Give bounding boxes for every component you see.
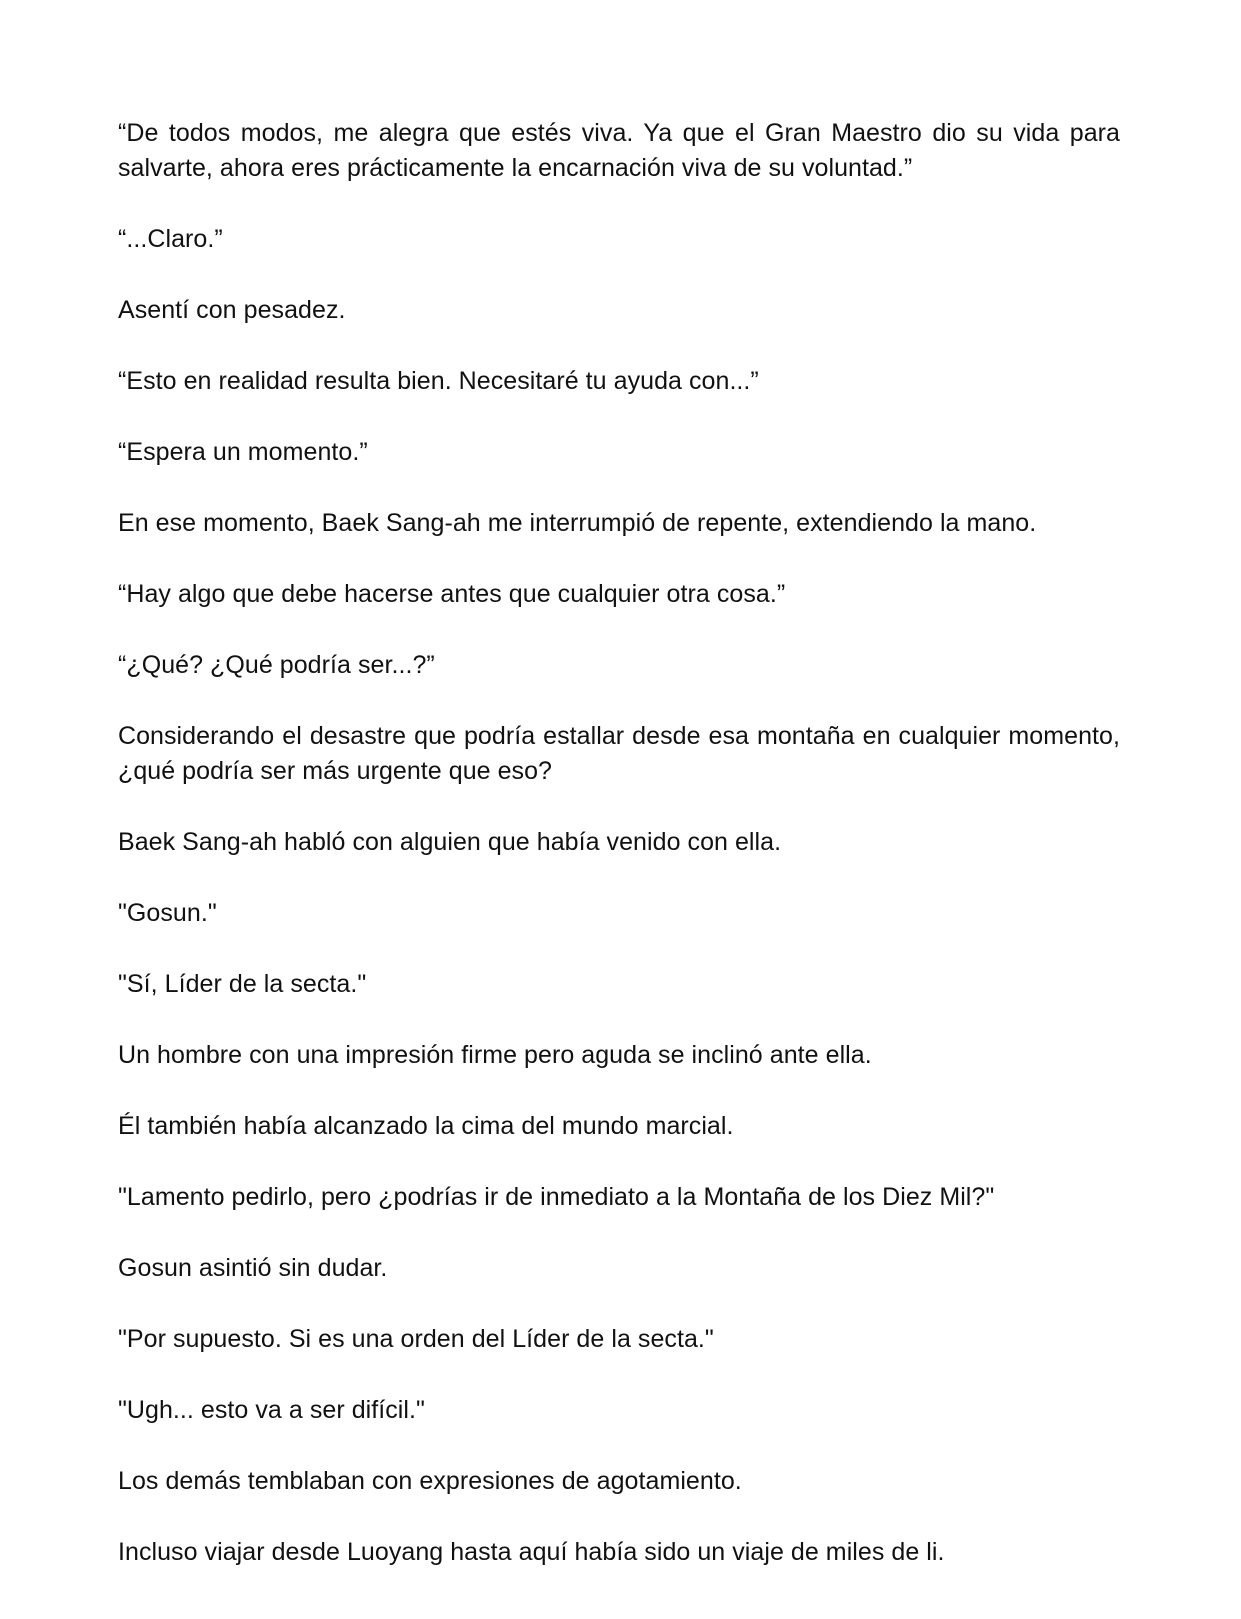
paragraph: Los demás temblaban con expresiones de agotamiento. bbox=[118, 1467, 742, 1495]
paragraph: Baek Sang-ah habló con alguien que había venido con ella. bbox=[118, 828, 782, 856]
paragraph: Gosun asintió sin dudar. bbox=[118, 1254, 388, 1282]
paragraph: Asentí con pesadez. bbox=[118, 296, 346, 324]
paragraph: "Lamento pedirlo, pero ¿podrías ir de inmediato a la Montaña de los Diez Mil?" bbox=[118, 1183, 995, 1211]
paragraph: Incluso viajar desde Luoyang hasta aquí había sido un viaje de miles de li. bbox=[118, 1538, 945, 1566]
document-body bbox=[118, 116, 1120, 1606]
paragraph: “De todos modos, me alegra que estés viva. Ya que el Gran Maestro dio su vida para salvarte, ahora eres prácticamente la encarnación viva de su voluntad.” bbox=[118, 119, 1120, 182]
paragraph: Un hombre con una impresión firme pero aguda se inclinó ante ella. bbox=[118, 1041, 872, 1069]
paragraph: "Gosun." bbox=[118, 899, 217, 927]
paragraph: En ese momento, Baek Sang-ah me interrumpió de repente, extendiendo la mano. bbox=[118, 509, 1037, 537]
paragraph: Considerando el desastre que podría estallar desde esa montaña en cualquier momento, ¿qué podría ser más urgente que eso? bbox=[118, 722, 1120, 785]
paragraph: "Por supuesto. Si es una orden del Líder de la secta." bbox=[118, 1325, 714, 1353]
paragraph: “Hay algo que debe hacerse antes que cualquier otra cosa.” bbox=[118, 580, 786, 608]
paragraph: "Sí, Líder de la secta." bbox=[118, 970, 367, 998]
paragraph: “Espera un momento.” bbox=[118, 438, 368, 466]
paragraph: "Ugh... esto va a ser difícil." bbox=[118, 1396, 425, 1424]
paragraph: “¿Qué? ¿Qué podría ser...?” bbox=[118, 651, 435, 679]
paragraph: “Esto en realidad resulta bien. Necesitaré tu ayuda con...” bbox=[118, 367, 759, 395]
paragraph: “...Claro.” bbox=[118, 225, 223, 253]
paragraph: Él también había alcanzado la cima del mundo marcial. bbox=[118, 1112, 734, 1140]
